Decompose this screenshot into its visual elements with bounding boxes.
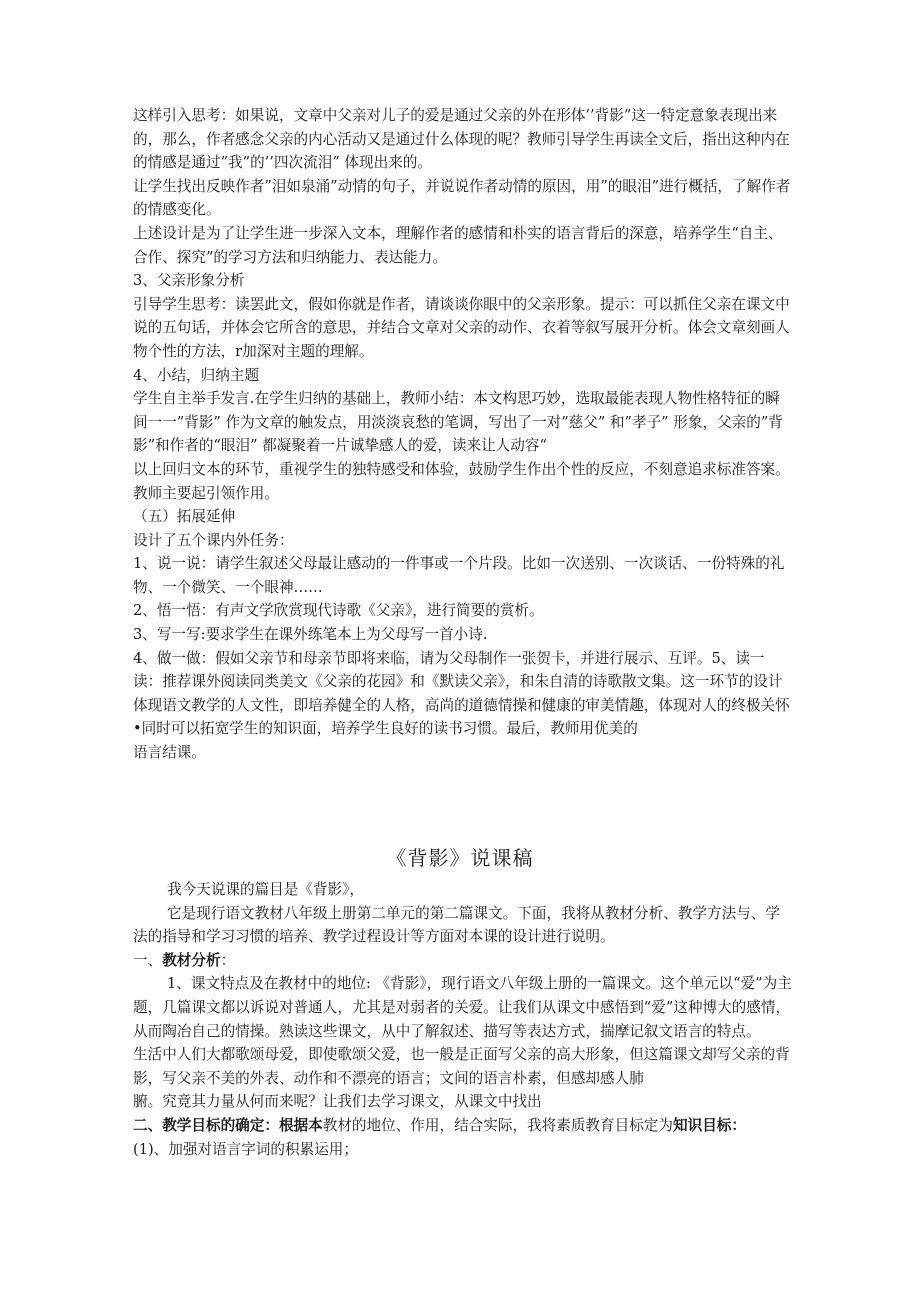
paragraph: 我今天说课的篇目是《背影》， <box>167 881 365 898</box>
paragraph: 1、课文特点及在教材中的地位: 《背影》，现行语文八年级上册的一篇课文。这个单元以“爱”为主题，几篇课文都以诉说对普通人，尤其是对弱者的关爱。让我们从课文中感悟到“爱”这种博大的感情，从而陶冶自己的情操。熟读这些课文，从中了解叙述、描写等表达方式，揣摩记叙文语言的特点。 <box>133 975 792 1040</box>
paragraph: 生活中人们大都歌颂母爱，即使歌颂父爱，也一般是正面写父亲的高大形象，但这篇课文却写父亲的背影，写父亲不美的外表、动作和不漂亮的语言；文间的语言朴素，但感却感人肺 <box>133 1046 790 1087</box>
paragraph: (1)、加强对语言字词的积累运用； <box>133 1140 358 1158</box>
paragraph: 以上回归文本的环节，重视学生的独特感受和体验，鼓励学生作出个性的反应，不刻意追求标准答案。教师主要起引领作用。 <box>133 460 790 502</box>
paragraph: 设计了五个课内外任务： <box>133 531 294 549</box>
paragraph: 语言结课。 <box>133 744 206 762</box>
list-item: 2、悟一悟：有声文学欣赏现代诗歌《父亲》，进行简要的赏析。 <box>133 602 544 620</box>
subheading: （五）拓展延伸 <box>133 508 236 526</box>
paragraph: 学生自主举手发言.在学生归纳的基础上，教师小结：本文构思巧妙，选取最能表现人物性格特征的瞬间一一”背影” 作为文章的触发点，用淡淡哀愁的笔调，写出了一对”慈父” 和”孝子” 形象，父亲的”背影”和作者的“眼泪” 都凝聚着一片诚挚感人的爱，读来让人动容“ <box>133 390 783 455</box>
section-heading-2: 二、教学目标的确定：根据本教材的地位、作用，结合实际，我将素质教育目标定为知识目标： <box>133 1116 746 1134</box>
section-heading-1: 一、教材分析： <box>133 951 236 969</box>
paragraph: 腑。究竟其力量从何而来呢？让我们去学习课文，从课文中找出 <box>133 1093 542 1111</box>
list-item: 4、做一做：假如父亲节和母亲节即将来临，请为父母制作一张贺卡，并进行展示、互评。5、读一读：推荐课外阅读同类美文《父亲的花园》和《默读父亲》，和朱自清的诗歌散文集。这一环节的设计体现语文教学的人文性，即培养健全的人格，高尚的道德情操和健康的审美情趣，体现对人的终极关怀•同时可以拓宽学生的知识面，培养学生良好的读书习惯。最后，教师用优美的 <box>133 649 790 738</box>
subheading: 4、小结，归纳主题 <box>133 366 260 384</box>
paragraph: 让学生找出反映作者”泪如泉涌”动情的句子，并说说作者动情的原因，用”的眼泪”进行概括，了解作者的情感变化。 <box>133 177 791 219</box>
paragraph: 上述设计是为了让学生进一步深入文本，理解作者的感情和朴实的语言背后的深意，培养学生“自主、合作、探究”的学习方法和归纳能力、表达能力。 <box>133 224 783 266</box>
subheading: 3、父亲形象分析 <box>133 272 245 290</box>
list-item: 3、写一写:要求学生在课外练笔本上为父母写一首小诗. <box>133 626 488 644</box>
section-teaching-process <box>133 104 793 765</box>
section-lesson-plan <box>133 878 793 1161</box>
document-title: 《背影》说课稿 <box>386 846 534 870</box>
paragraph: 这样引入思考：如果说，文章中父亲对儿子的爱是通过父亲的外在形体’’背影”这一特定意象表现出来的，那么，作者感念父亲的内心活动又是通过什么体现的呢？教师引导学生再读全文后，指出这种内在的情感是通过”我”的’’四次流泪” 体现出来的。 <box>133 107 790 172</box>
paragraph: 引导学生思考：读罢此文，假如你就是作者，请谈谈你眼中的父亲形象。提示：可以抓住父亲在课文中说的五句话，并体会它所含的意思，并结合文章对父亲的动作、衣着等叙写展开分析。体会文章刻画人物个性的方法，r加深对主题的理解。 <box>133 295 790 360</box>
paragraph: 它是现行语文教材八年级上册第二单元的第二篇课文。下面，我将从教材分析、教学方法与、学法的指导和学习习惯的培养、教学过程设计等方面对本课的设计进行说明。 <box>133 904 780 946</box>
list-item: 1、说一说：请学生叙述父母最让感动的一件事或一个片段。比如一次送别、一次谈话、一份特殊的礼物、一个微笑、一个眼神…… <box>133 555 785 596</box>
